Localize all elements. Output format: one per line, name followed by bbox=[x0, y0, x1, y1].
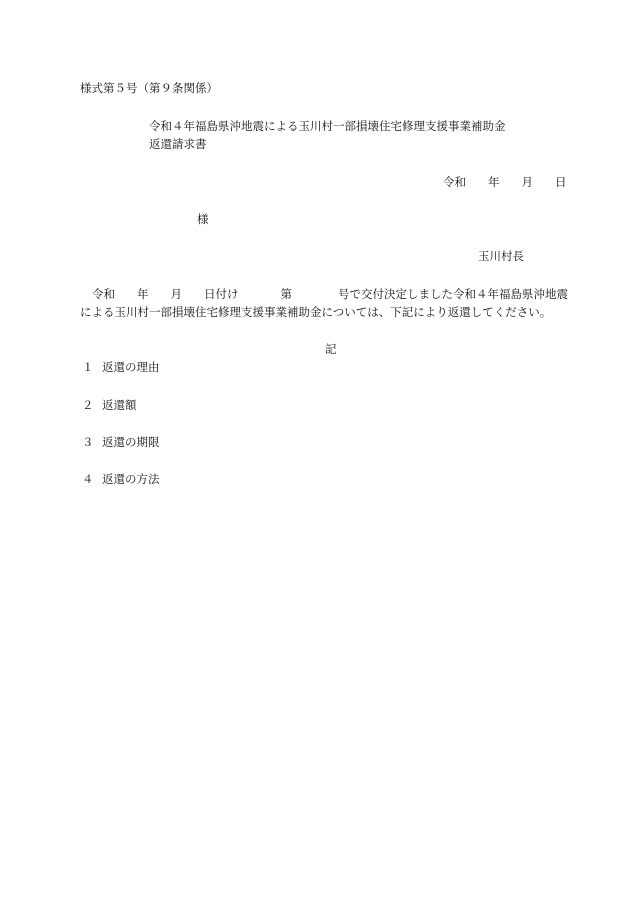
body-number-prefix: 第 bbox=[280, 287, 292, 301]
issuer-name: 玉川村長 bbox=[478, 249, 524, 263]
item-label: 返還の期限 bbox=[102, 435, 160, 449]
date-month-label: 月 bbox=[521, 175, 533, 189]
date-era: 令和 bbox=[443, 175, 466, 189]
item-label: 返還額 bbox=[102, 398, 137, 412]
document-title: 令和４年福島県沖地震による玉川村一部損壊住宅修理支援事業補助金 bbox=[149, 119, 506, 133]
item-label: 返還の方法 bbox=[102, 472, 160, 486]
body-era: 令和 bbox=[92, 287, 115, 301]
item-label: 返還の理由 bbox=[102, 360, 160, 374]
date-year-label: 年 bbox=[488, 175, 500, 189]
date-day-label: 日 bbox=[555, 175, 567, 189]
list-item-reason bbox=[82, 362, 160, 374]
item-number: １ bbox=[82, 360, 94, 374]
body-line-1 bbox=[92, 289, 568, 301]
addressee-honorific: 様 bbox=[197, 212, 209, 226]
document-title-subtitle: 返還請求書 bbox=[149, 137, 207, 151]
body-line-2: による玉川村一部損壊住宅修理支援事業補助金については、下記により返還してください。 bbox=[80, 305, 552, 319]
body-day-label: 日付け bbox=[204, 287, 239, 301]
list-item-method bbox=[82, 474, 160, 486]
list-item-amount bbox=[82, 400, 137, 412]
form-number: 様式第５号（第９条関係） bbox=[80, 81, 218, 95]
item-number: ３ bbox=[82, 435, 94, 449]
item-number: ４ bbox=[82, 472, 94, 486]
list-item-deadline bbox=[82, 437, 160, 449]
ki-heading: 記 bbox=[325, 342, 337, 356]
body-year-label: 年 bbox=[137, 287, 149, 301]
body-line-1-text: 号で交付決定しました令和４年福島県沖地震 bbox=[338, 287, 568, 301]
item-number: ２ bbox=[82, 398, 94, 412]
body-month-label: 月 bbox=[170, 287, 182, 301]
date-row bbox=[443, 177, 567, 189]
